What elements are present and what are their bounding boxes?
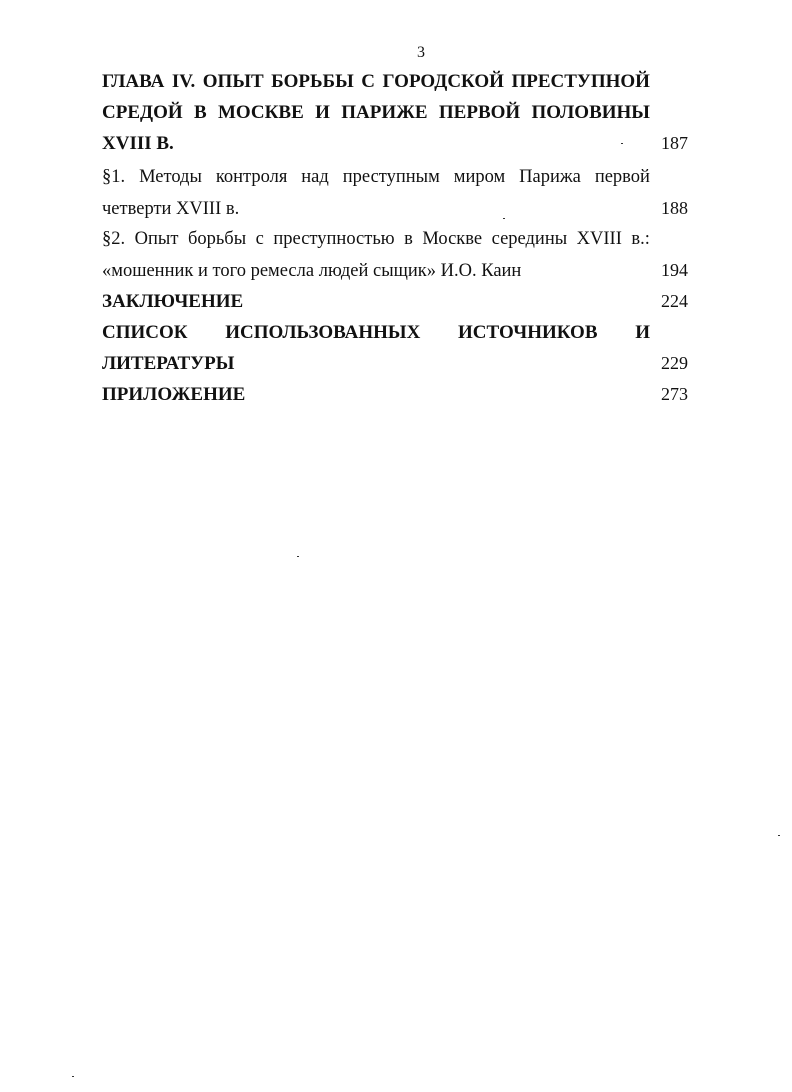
chapter-4-title-line-3: XVIII В.	[102, 133, 174, 154]
toc-entry-chapter-4	[102, 66, 688, 159]
toc-entry-appendix	[102, 379, 688, 410]
section-1-title-line-2: четверти XVIII в.	[102, 199, 240, 219]
toc-entry-conclusion	[102, 286, 688, 317]
section-2-page: 194	[661, 260, 688, 280]
section-1-page: 188	[661, 198, 688, 218]
sources-title-line-1: СПИСОК ИСПОЛЬЗОВАННЫХ ИСТОЧНИКОВ И	[102, 322, 650, 343]
scan-speck	[72, 1076, 74, 1077]
appendix-title: ПРИЛОЖЕНИЕ	[102, 384, 246, 405]
chapter-4-title-line-2: СРЕДОЙ В МОСКВЕ И ПАРИЖЕ ПЕРВОЙ ПОЛОВИНЫ	[102, 102, 650, 123]
toc-entry-section-1	[102, 162, 688, 224]
page-number: 3	[417, 44, 425, 61]
scan-speck	[778, 835, 780, 836]
sources-page: 229	[661, 353, 688, 373]
chapter-4-page: 187	[661, 133, 688, 153]
conclusion-page: 224	[661, 291, 688, 311]
sources-title-line-2: ЛИТЕРАТУРЫ	[102, 353, 235, 374]
scan-speck	[503, 218, 505, 219]
section-2-title-line-1: §2. Опыт борьбы с преступностью в Москве середины XVIII в.:	[102, 229, 650, 249]
conclusion-title: ЗАКЛЮЧЕНИЕ	[102, 291, 244, 312]
appendix-page: 273	[661, 384, 688, 404]
chapter-4-title-line-1: ГЛАВА IV. ОПЫТ БОРЬБЫ С ГОРОДСКОЙ ПРЕСТУПНОЙ	[102, 71, 650, 92]
scan-speck	[297, 556, 299, 557]
toc-entry-section-2	[102, 224, 688, 286]
section-1-title-line-1: §1. Методы контроля над преступным миром Парижа первой	[102, 167, 650, 187]
toc-entry-sources	[102, 317, 688, 379]
scan-speck	[621, 143, 623, 144]
section-2-title-line-2: «мошенник и того ремесла людей сыщик» И.О. Каин	[102, 261, 522, 281]
